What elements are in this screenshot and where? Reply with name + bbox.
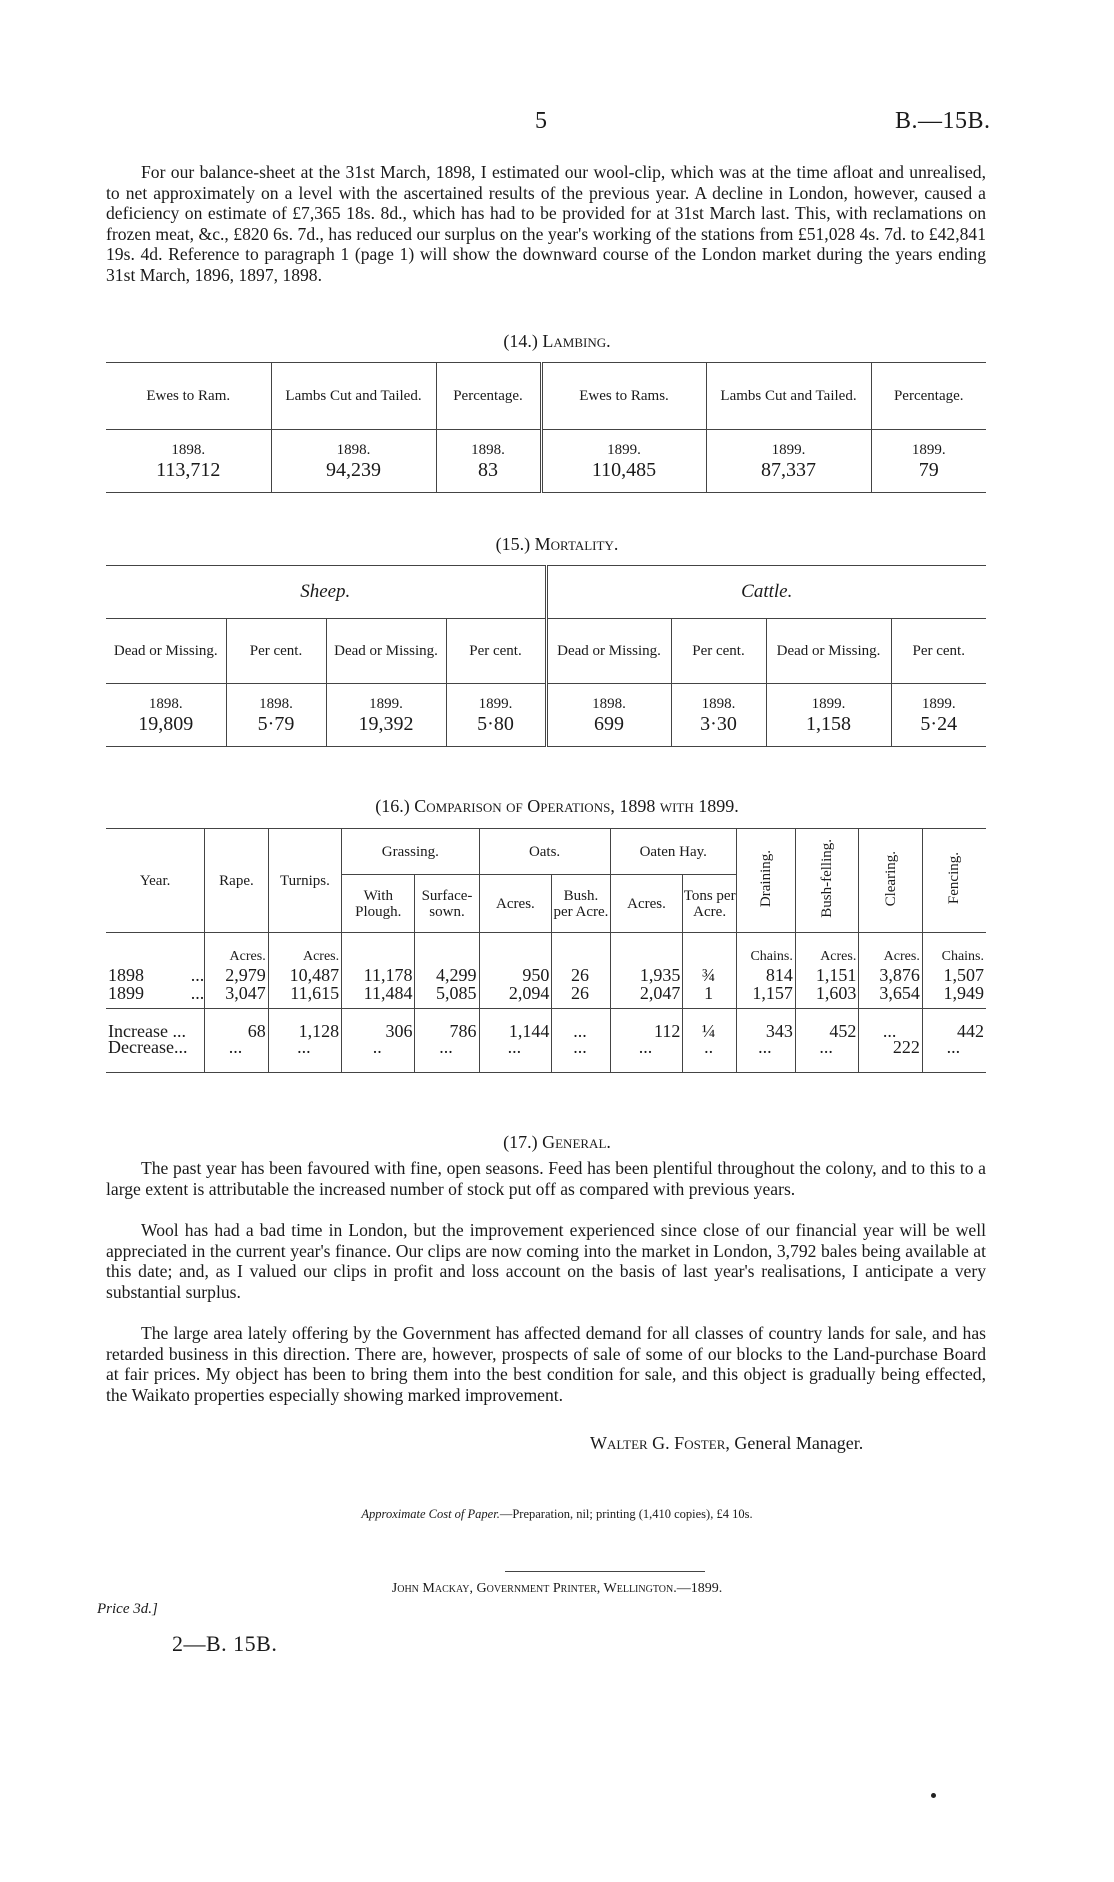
operations-header-with-plough: With Plough.	[342, 875, 415, 933]
mortality-value: 19,392	[326, 713, 446, 747]
operations-header-rape: Rape.	[205, 829, 268, 933]
table-cell: 1,128	[268, 1009, 341, 1039]
mortality-header: Dead or Missing.	[106, 619, 226, 684]
table-cell: 1,949	[922, 985, 986, 1009]
operations-header-clearing-label: Clearing.	[882, 850, 899, 907]
lambing-year: 1899.	[871, 430, 986, 460]
table-cell: ...	[479, 1039, 552, 1073]
table-cell: 343	[736, 1009, 795, 1039]
operations-row-increase	[106, 1009, 986, 1039]
lambing-year: 1898.	[271, 430, 436, 460]
operations-row-1899	[106, 985, 986, 1009]
table-cell: 1	[683, 985, 737, 1009]
table-cell: ...	[415, 1039, 479, 1073]
mortality-value: 5·80	[446, 713, 546, 747]
general-caption	[0, 1132, 1114, 1153]
row-leader: ...	[172, 1020, 186, 1041]
lambing-caption	[0, 331, 1114, 352]
signature-name: Walter G. Foster	[590, 1433, 726, 1453]
table-cell: 68	[205, 1009, 268, 1039]
mortality-value: 3·30	[671, 713, 766, 747]
lambing-header: Ewes to Rams.	[541, 363, 706, 430]
operations-unit: Acres.	[795, 933, 858, 965]
operations-header-clearing	[859, 829, 922, 933]
mortality-value: 19,809	[138, 713, 194, 735]
mortality-header: Per cent.	[671, 619, 766, 684]
table-cell: ...	[268, 1039, 341, 1073]
mortality-year: 1899.	[891, 684, 986, 714]
table-cell: 112	[610, 1009, 683, 1039]
operations-header-oats-bush: Bush. per Acre.	[552, 875, 610, 933]
table-cell: 26	[552, 985, 610, 1009]
mortality-value: 699	[546, 713, 671, 747]
table-cell: 1,603	[795, 985, 858, 1009]
table-cell: 2,979	[205, 965, 268, 985]
table-cell: 814	[736, 965, 795, 985]
page-number: 5	[535, 108, 547, 134]
operations-header-hay-tons: Tons per Acre.	[683, 875, 737, 933]
mortality-value: 1,158	[766, 713, 891, 747]
row-leader: ...	[173, 1036, 188, 1057]
lambing-year: 1899.	[706, 430, 871, 460]
operations-table	[106, 828, 986, 1073]
mortality-year: 1898.	[671, 684, 766, 714]
operations-row-label	[106, 1036, 205, 1073]
table-cell: ..	[683, 1039, 737, 1073]
row-label-text: 1899	[108, 982, 144, 1003]
operations-row-1898	[106, 965, 986, 985]
row-label-text: Increase	[108, 1020, 168, 1041]
table-cell: 2,047	[610, 985, 683, 1009]
operations-header-bush-felling	[795, 829, 858, 933]
lambing-table	[106, 362, 986, 493]
operations-row-label	[106, 982, 205, 1009]
table-cell: ...	[552, 1009, 610, 1039]
operations-header-hay-acres: Acres.	[610, 875, 683, 933]
operations-header-fencing-label: Fencing.	[946, 852, 963, 905]
operations-unit: Acres.	[205, 933, 268, 965]
table-cell: ...	[205, 1039, 268, 1073]
mortality-year: 1898.	[226, 684, 326, 714]
ink-dot	[931, 1793, 936, 1798]
operations-header-fencing	[922, 829, 986, 933]
lambing-value: 83	[436, 459, 541, 493]
table-cell: 2,094	[479, 985, 552, 1009]
table-cell: 5,085	[415, 985, 479, 1009]
operations-row-label	[106, 1009, 205, 1039]
cost-label: Approximate Cost of Paper.	[361, 1507, 500, 1521]
table-cell: 1,935	[610, 965, 683, 985]
lambing-year: 1898.	[436, 430, 541, 460]
mortality-header: Per cent.	[226, 619, 326, 684]
table-cell: 10,487	[268, 965, 341, 985]
lambing-header: Lambs Cut and Tailed.	[706, 363, 871, 430]
mortality-year: 1898.	[546, 684, 671, 714]
mortality-value: 5·24	[891, 713, 986, 747]
general-paragraph-2: Wool has had a bad time in London, but the improvement experienced since close of our financial year will be well appreciated in the current year's finance. Our clips are now coming into the market in London, 3,792 bales being available at this date; and, as I valued our clips in profit and loss account on the basis of last year's realisations, I anticipate a very substantial surplus.	[106, 1220, 986, 1302]
table-cell: 3,876	[859, 965, 922, 985]
general-caption-number: (17.)	[503, 1132, 538, 1152]
operations-header-bush-felling-label: Bush-felling.	[819, 839, 836, 918]
operations-header-turnips: Turnips.	[268, 829, 341, 933]
operations-row-label	[106, 965, 205, 985]
cost-text: —Preparation, nil; printing (1,410 copies), £4 10s.	[499, 1507, 753, 1521]
general-paragraph-1: The past year has been favoured with fine, open seasons. Feed has been plentiful throughout the colony, and to this to a large extent is attributable the increased number of stock put off as compared with previous years.	[106, 1158, 986, 1199]
table-cell: ...	[610, 1039, 683, 1073]
lambing-header: Ewes to Ram.	[106, 363, 271, 430]
table-cell: 306	[342, 1009, 415, 1039]
lambing-caption-title: Lambing.	[542, 331, 611, 351]
table-cell: ¾	[683, 965, 737, 985]
table-cell: 11,178	[342, 965, 415, 985]
operations-caption-title: Comparison of Operations, 1898 with 1899.	[414, 796, 739, 816]
lambing-year: 1899.	[541, 430, 706, 460]
table-cell: 11,484	[342, 985, 415, 1009]
lambing-header: Percentage.	[871, 363, 986, 430]
table-cell: 3,047	[205, 985, 268, 1009]
document-reference: B.—15B.	[895, 108, 991, 134]
mortality-value: 5·79	[226, 713, 326, 747]
operations-header-oats: Oats.	[479, 829, 610, 875]
table-cell: 1,507	[922, 965, 986, 985]
mortality-year: 1899.	[326, 684, 446, 714]
operations-caption-number: (16.)	[375, 796, 410, 816]
mortality-caption-number: (15.)	[495, 534, 531, 554]
cost-note	[0, 1507, 1114, 1522]
table-cell: 3,654	[859, 985, 922, 1009]
table-cell: ...	[859, 1009, 922, 1039]
table-cell: ...	[922, 1039, 986, 1073]
price-note: Price 3d.]	[97, 1601, 158, 1617]
mortality-header: Per cent.	[446, 619, 546, 684]
table-cell: 786	[415, 1009, 479, 1039]
table-cell: 222	[859, 1039, 922, 1073]
lambing-value: 110,485	[541, 459, 706, 493]
row-leader: ...	[190, 964, 205, 985]
table-cell: 1,151	[795, 965, 858, 985]
row-label-text: Decrease	[108, 1036, 174, 1057]
table-cell: 950	[479, 965, 552, 985]
intro-paragraph: For our balance-sheet at the 31st March, 1898, I estimated our wool-clip, which was at the time afloat and unrealised, to net approximately on a level with the ascertained results of the previous year. A decline in London, however, caused a deficiency on estimate of £7,365 18s. 8d., which has had to be provided for at 31st March last. This, with reclamations on frozen meat, &c., £820 6s. 7d., has reduced our surplus on the year's working of the stations from £51,028 4s. 7d. to £42,841 19s. 4d. Reference to paragraph 1 (page 1) will show the downward course of the London market during the years ending 31st March, 1896, 1897, 1898.	[106, 162, 986, 285]
operations-row-decrease	[106, 1039, 986, 1073]
printer-imprint: John Mackay, Government Printer, Wellington.—1899.	[391, 1581, 723, 1596]
operations-header-draining	[736, 829, 795, 933]
mortality-year: 1899.	[446, 684, 546, 714]
mortality-header: Dead or Missing.	[326, 619, 446, 684]
table-cell: ¼	[683, 1009, 737, 1039]
operations-header-grassing: Grassing.	[342, 829, 479, 875]
mortality-group-cattle: Cattle.	[546, 566, 986, 619]
operations-unit: Chains.	[922, 933, 986, 965]
mortality-year: 1898.	[148, 696, 183, 712]
row-label-text: 1898	[108, 964, 144, 985]
footer-rule	[505, 1571, 705, 1572]
signature	[590, 1433, 863, 1454]
general-paragraph-3: The large area lately offering by the Government has affected demand for all classes of country lands for sale, and has retarded business in this direction. There are, however, prospects of sale of some of our blocks to the Land-purchase Board at fair prices. My object has been to bring them into the best condition for sale, and this object is gradually being effected, the Waikato properties especially showing marked improvement.	[106, 1323, 986, 1405]
table-cell: 452	[795, 1009, 858, 1039]
operations-unit: Acres.	[859, 933, 922, 965]
mortality-year: 1899.	[766, 684, 891, 714]
mortality-header: Per cent.	[891, 619, 986, 684]
lambing-value: 79	[871, 459, 986, 493]
mortality-group-sheep: Sheep.	[106, 566, 546, 619]
mortality-caption	[0, 534, 1114, 555]
table-cell: 1,157	[736, 985, 795, 1009]
lambing-value: 94,239	[271, 459, 436, 493]
operations-unit: Chains.	[736, 933, 795, 965]
operations-caption	[0, 796, 1114, 817]
operations-header-year: Year.	[106, 829, 205, 933]
table-cell: 4,299	[415, 965, 479, 985]
general-caption-title: General.	[542, 1132, 611, 1152]
operations-header-surface-sown: Surface-sown.	[415, 875, 479, 933]
operations-unit: Acres.	[268, 933, 341, 965]
mortality-header: Dead or Missing.	[766, 619, 891, 684]
lambing-year: 1898.	[171, 442, 206, 458]
table-cell: ..	[342, 1039, 415, 1073]
mortality-caption-title: Mortality.	[534, 534, 619, 554]
lambing-caption-number: (14.)	[503, 331, 538, 351]
row-leader: ...	[190, 982, 205, 1003]
operations-header-oaten-hay: Oaten Hay.	[610, 829, 736, 875]
mortality-header: Dead or Missing.	[546, 619, 671, 684]
operations-header-oats-acres: Acres.	[479, 875, 552, 933]
mortality-table	[106, 565, 986, 747]
table-cell: 442	[922, 1009, 986, 1039]
signature-title: , General Manager.	[725, 1433, 864, 1453]
operations-header-draining-label: Draining.	[757, 849, 774, 908]
table-cell: 1,144	[479, 1009, 552, 1039]
table-cell: ...	[736, 1039, 795, 1073]
lambing-header: Percentage.	[436, 363, 541, 430]
sheet-reference: 2—B. 15B.	[172, 1631, 278, 1656]
lambing-header: Lambs Cut and Tailed.	[271, 363, 436, 430]
lambing-value: 87,337	[706, 459, 871, 493]
table-cell: 26	[552, 965, 610, 985]
table-cell: ...	[795, 1039, 858, 1073]
table-cell: ...	[552, 1039, 610, 1073]
table-cell: 11,615	[268, 985, 341, 1009]
lambing-value: 113,712	[156, 459, 221, 481]
